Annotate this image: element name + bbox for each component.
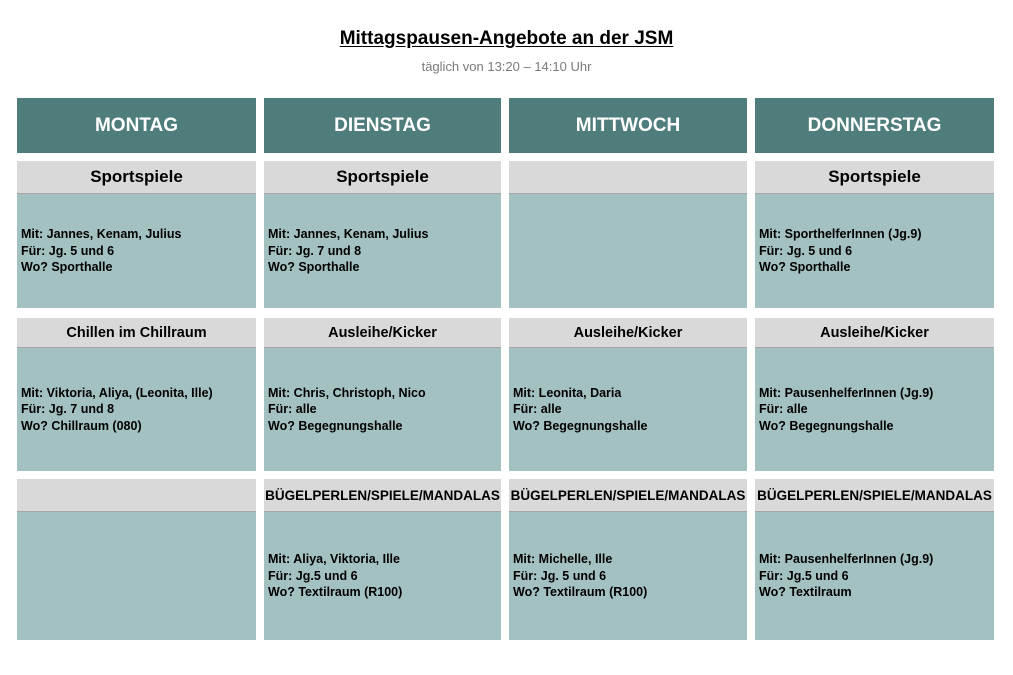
activity-cell [755,161,994,308]
activity-cell [509,161,747,308]
activity-detail-line: Wo? Begegnungshalle [759,418,894,433]
activity-detail-line: Wo? Chillraum (080) [21,418,142,433]
activity-detail-line: Mit: Leonita, Daria [513,385,622,400]
activity-title: Ausleihe/Kicker [755,318,994,348]
activity-cell [755,479,994,640]
activity-title: Chillen im Chillraum [17,318,256,348]
activity-detail-line: Für: Jg. 5 und 6 [513,568,607,583]
activity-detail-line: Wo? Textilraum [759,585,852,600]
activity-detail-line: Mit: Aliya, Viktoria, Ille [268,552,400,567]
activity-cell [264,479,501,640]
activity-details [17,194,256,308]
activity-detail-line: Wo? Begegnungshalle [513,418,648,433]
activity-title [509,161,747,194]
activity-title: Ausleihe/Kicker [509,318,747,348]
activity-title: BÜGELPERLEN/SPIELE/MANDALAS [755,479,994,512]
activity-cell [17,318,256,471]
activity-cell [509,318,747,471]
page-title: Mittagspausen-Angebote an der JSM [339,28,674,49]
activity-detail-line: Mit: Chris, Christoph, Nico [268,385,426,400]
activity-detail-line: Für: Jg. 5 und 6 [21,243,115,258]
activity-title: BÜGELPERLEN/SPIELE/MANDALAS [264,479,501,512]
activity-title [17,479,256,512]
activity-detail-line: Mit: Michelle, Ille [513,552,613,567]
activity-detail-line: Mit: PausenhelferInnen (Jg.9) [759,552,934,567]
activity-cell [17,161,256,308]
activity-detail-line: Für: alle [759,402,808,417]
activity-detail-line: Mit: Jannes, Kenam, Julius [21,227,182,242]
activity-details [755,512,994,640]
activity-title: Sportspiele [264,161,501,194]
activity-detail-line: Für: alle [513,402,562,417]
activity-details [509,348,747,471]
activity-details [17,512,256,640]
activity-details [755,348,994,471]
activity-detail-line: Für: Jg. 5 und 6 [759,243,853,258]
activity-cell [264,318,501,471]
activity-title: Sportspiele [17,161,256,194]
activity-detail-line: Wo? Sporthalle [268,260,360,275]
page-subtitle: täglich von 13:20 – 14:10 Uhr [421,59,592,74]
activity-detail-line: Wo? Textilraum (R100) [513,585,648,600]
activity-detail-line: Wo? Sporthalle [759,260,851,275]
activity-details [17,348,256,471]
activity-details [755,194,994,308]
activity-details [264,194,501,308]
activity-cell [509,479,747,640]
activity-detail-line: Mit: PausenhelferInnen (Jg.9) [759,385,934,400]
activity-detail-line: Mit: Jannes, Kenam, Julius [268,227,429,242]
activity-detail-line: Für: Jg. 7 und 8 [21,402,115,417]
activity-detail-line: Wo? Textilraum (R100) [268,585,403,600]
activity-details [264,348,501,471]
activity-detail-line: Wo? Sporthalle [21,260,113,275]
activity-detail-line: Für: Jg.5 und 6 [759,568,849,583]
activity-cell [264,161,501,308]
activity-details [509,512,747,640]
activity-title: Sportspiele [755,161,994,194]
activity-title: Ausleihe/Kicker [264,318,501,348]
activity-detail-line: Mit: Viktoria, Aliya, (Leonita, Ille) [21,385,213,400]
activity-detail-line: Mit: SporthelferInnen (Jg.9) [759,227,922,242]
day-header-montag: MONTAG [17,98,256,153]
activity-detail-line: Für: alle [268,402,317,417]
day-header-dienstag: DIENSTAG [264,98,501,153]
activity-title: BÜGELPERLEN/SPIELE/MANDALAS [509,479,747,512]
activity-detail-line: Für: Jg. 7 und 8 [268,243,362,258]
activity-details [509,194,747,308]
day-header-mittwoch: MITTWOCH [509,98,747,153]
activity-cell [755,318,994,471]
activity-detail-line: Für: Jg.5 und 6 [268,568,358,583]
day-header-donnerstag: DONNERSTAG [755,98,994,153]
activity-detail-line: Wo? Begegnungshalle [268,418,403,433]
activity-details [264,512,501,640]
activity-cell [17,479,256,640]
